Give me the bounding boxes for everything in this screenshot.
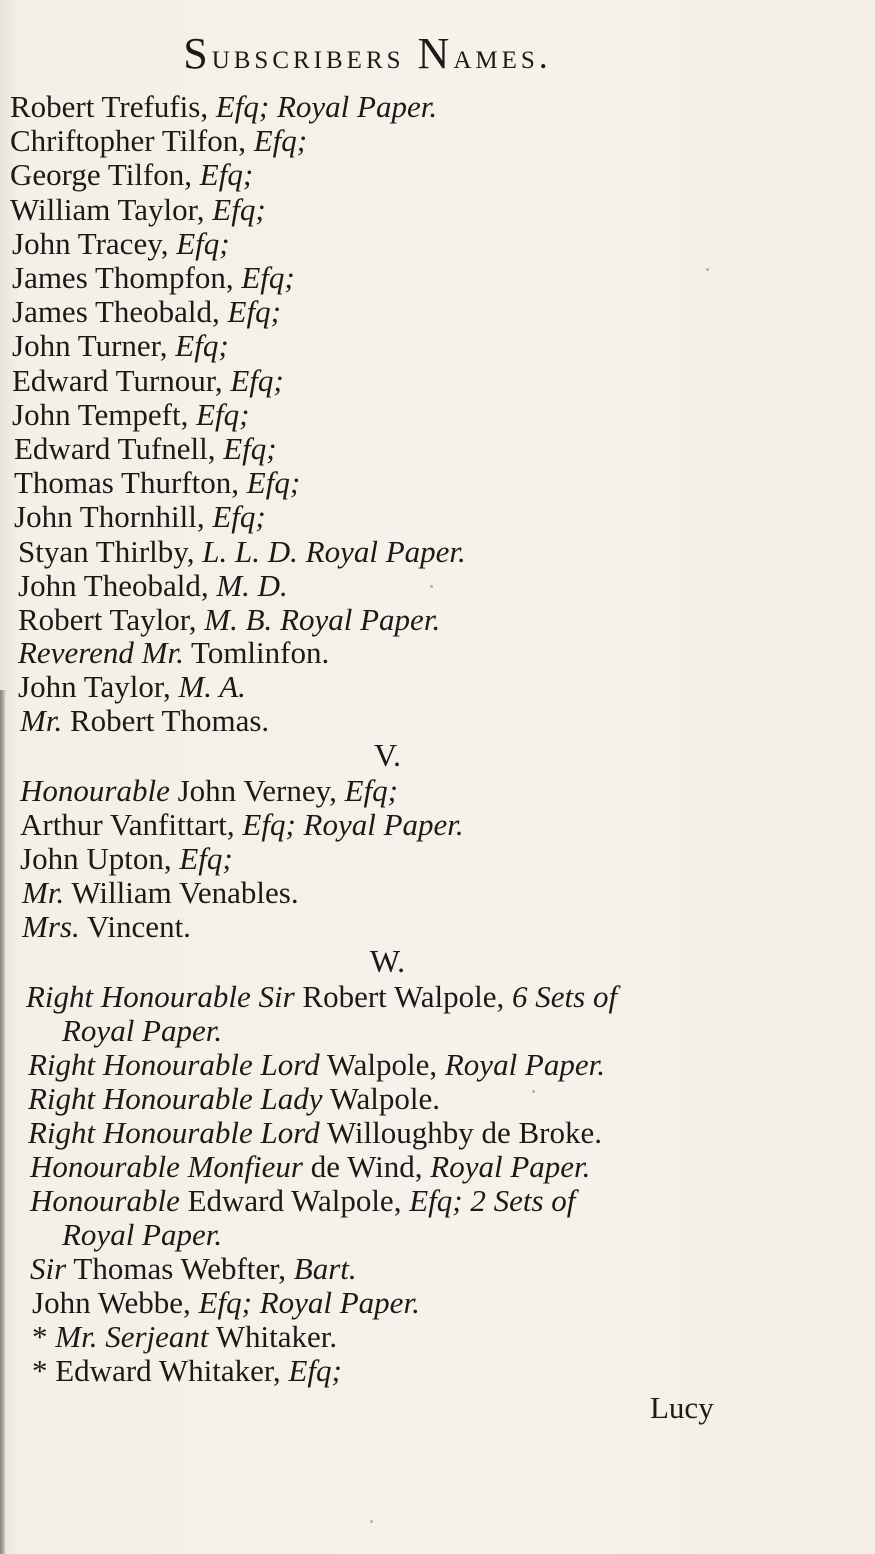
- list-item: [30, 1252, 357, 1286]
- entry-title: Efq;: [212, 191, 266, 227]
- paper-speck: [706, 268, 709, 271]
- entry-name: Chriftopher Tilfon,: [10, 123, 246, 159]
- entry-title: Efq;: [198, 1285, 252, 1320]
- entry-prefix: Mr.: [20, 703, 63, 738]
- entry-title: Efq;: [179, 841, 233, 876]
- entry-prefix: Honourable: [20, 773, 170, 808]
- paper-speck: [430, 585, 433, 588]
- entry-note: Royal Paper.: [276, 89, 438, 124]
- entry-title: Efq;: [227, 294, 281, 330]
- entry-name: John Webbe,: [32, 1285, 191, 1320]
- list-item: [30, 1150, 590, 1184]
- list-item: [10, 193, 266, 227]
- list-item: [12, 398, 249, 432]
- entry-title: M. D.: [216, 567, 288, 603]
- asterisk-mark: *: [32, 1319, 48, 1354]
- entry-name: Styan Thirlby,: [18, 533, 195, 569]
- list-item: [28, 1116, 602, 1150]
- entry-name: Edward Walpole,: [187, 1183, 402, 1218]
- entry-name: Walpole.: [329, 1081, 440, 1116]
- list-item: [32, 1354, 342, 1388]
- entry-name: Walpole,: [326, 1047, 438, 1082]
- page-header: [0, 28, 735, 79]
- entry-title: Efq;: [288, 1353, 342, 1388]
- list-item: [32, 1320, 337, 1354]
- entry-note: Royal Paper.: [280, 602, 441, 637]
- entry-prefix: Sir: [30, 1251, 67, 1286]
- entry-note: 6 Sets of: [512, 979, 618, 1014]
- entry-note: Royal Paper.: [62, 1217, 223, 1252]
- entry-title: Efq;: [344, 773, 398, 808]
- list-item: [14, 432, 277, 466]
- entry-prefix: Mr.: [22, 875, 65, 910]
- list-item: [12, 295, 281, 329]
- entry-title: Efq;: [199, 157, 254, 193]
- entry-name: de Wind,: [310, 1149, 423, 1184]
- list-item: [22, 910, 191, 944]
- entry-name: Tomlinfon.: [191, 635, 330, 670]
- entry-title: L. L. D.: [202, 533, 298, 569]
- entry-name: John Taylor,: [18, 669, 171, 704]
- paper-speck: [532, 1090, 535, 1093]
- list-item: [26, 980, 617, 1014]
- asterisk-mark: *: [32, 1353, 48, 1388]
- paper-speck: [370, 1520, 373, 1523]
- entry-name: John Thornhill,: [14, 499, 205, 535]
- list-item: [12, 261, 295, 295]
- list-item: [18, 603, 440, 637]
- entry-prefix: Mrs.: [22, 909, 80, 944]
- entry-name: John Upton,: [20, 841, 172, 876]
- section-letter-v: V.: [374, 737, 401, 773]
- list-item: [12, 364, 284, 398]
- entry-note: Royal Paper.: [303, 807, 464, 842]
- entry-title: Efq;: [196, 396, 250, 432]
- entry-title: Efq;: [409, 1183, 463, 1218]
- entry-name: George Tilfon,: [10, 157, 193, 193]
- list-item: [12, 329, 229, 363]
- list-item-continuation: [62, 1014, 222, 1048]
- entry-name: Willoughby de Broke.: [326, 1115, 602, 1150]
- entry-title: Efq;: [176, 225, 230, 261]
- entry-name: Vincent.: [86, 909, 191, 944]
- list-item: [28, 1082, 440, 1116]
- entry-prefix: Right Honourable Lord: [28, 1047, 320, 1082]
- entry-title: Efq;: [212, 499, 266, 535]
- entry-name: James Thompfon,: [12, 260, 234, 295]
- entry-title: Efq;: [230, 362, 284, 398]
- header-second-cap: N: [417, 29, 454, 78]
- entry-title: M. A.: [178, 669, 246, 704]
- entry-name: Edward Whitaker,: [55, 1353, 281, 1388]
- entry-name: Edward Tufnell,: [14, 431, 216, 466]
- list-item: [10, 90, 437, 124]
- header-second-rest: ames.: [453, 36, 552, 76]
- list-item: [10, 158, 253, 192]
- section-letter-w: W.: [369, 943, 406, 979]
- list-item: [18, 636, 329, 670]
- entry-name: William Venables.: [71, 875, 299, 910]
- page-gutter-shadow: [0, 690, 6, 1554]
- entry-note: 2 Sets of: [470, 1183, 576, 1218]
- entry-title: Efq;: [242, 807, 296, 842]
- list-item: [30, 1184, 575, 1218]
- list-item-continuation: [62, 1218, 222, 1252]
- entry-name: John Theobald,: [18, 567, 209, 603]
- entry-name: Whitaker.: [215, 1319, 338, 1354]
- entry-title: Efq;: [253, 123, 308, 159]
- entry-note: Royal Paper.: [305, 533, 466, 569]
- entry-name: John Turner,: [12, 328, 168, 364]
- entry-name: Robert Trefufis,: [10, 89, 209, 124]
- list-item: [20, 808, 464, 842]
- list-item: [18, 535, 466, 569]
- entry-title: M. B.: [204, 602, 273, 637]
- list-item: [10, 124, 307, 158]
- entry-name: Robert Thomas.: [69, 703, 270, 738]
- entry-name: John Tracey,: [12, 225, 169, 261]
- list-item: [20, 774, 398, 808]
- list-item: [28, 1048, 605, 1082]
- entry-prefix: Honourable Monfieur: [30, 1149, 303, 1184]
- entry-title: Efq;: [223, 431, 277, 466]
- entry-note: Royal Paper.: [62, 1013, 223, 1048]
- entry-prefix: Mr. Serjeant: [55, 1319, 209, 1354]
- entry-prefix: Right Honourable Lord: [28, 1115, 320, 1150]
- list-item: [14, 466, 300, 500]
- entry-title: Efq;: [246, 465, 301, 501]
- list-item: [20, 842, 233, 876]
- entry-prefix: Right Honourable Sir: [26, 979, 295, 1014]
- entry-name: Arthur Vanfittart,: [20, 807, 235, 842]
- entry-prefix: Right Honourable Lady: [28, 1081, 323, 1116]
- list-item: [22, 876, 299, 910]
- entry-name: Robert Taylor,: [18, 602, 197, 637]
- entry-name: Edward Turnour,: [12, 362, 223, 398]
- list-item: [20, 704, 269, 738]
- entry-note: Royal Paper.: [444, 1047, 606, 1082]
- list-item: [18, 670, 246, 704]
- entry-title: Efq;: [241, 260, 295, 295]
- entry-note: Royal Paper.: [259, 1285, 420, 1320]
- list-item: [18, 569, 288, 603]
- entry-title: Efq;: [215, 89, 270, 124]
- entry-name: Robert Walpole,: [302, 979, 505, 1014]
- entry-prefix: Honourable: [30, 1183, 180, 1218]
- catchword: Lucy: [650, 1390, 714, 1425]
- entry-name: Thomas Webfter,: [73, 1251, 287, 1286]
- entry-prefix: Reverend Mr.: [18, 635, 184, 670]
- header-first-rest: ubscribers: [211, 36, 405, 76]
- header-first-cap: S: [183, 29, 212, 78]
- entry-name: John Verney,: [177, 773, 337, 808]
- entry-name: James Theobald,: [12, 294, 220, 330]
- list-item: [14, 500, 266, 534]
- entry-note: Royal Paper.: [430, 1149, 591, 1184]
- entry-title: Bart.: [293, 1251, 357, 1286]
- entry-name: Thomas Thurfton,: [14, 465, 240, 501]
- list-item: [12, 227, 230, 261]
- list-item: [32, 1286, 420, 1320]
- entry-title: Efq;: [175, 328, 229, 364]
- entry-name: John Tempeft,: [12, 396, 189, 432]
- entry-name: William Taylor,: [10, 191, 205, 227]
